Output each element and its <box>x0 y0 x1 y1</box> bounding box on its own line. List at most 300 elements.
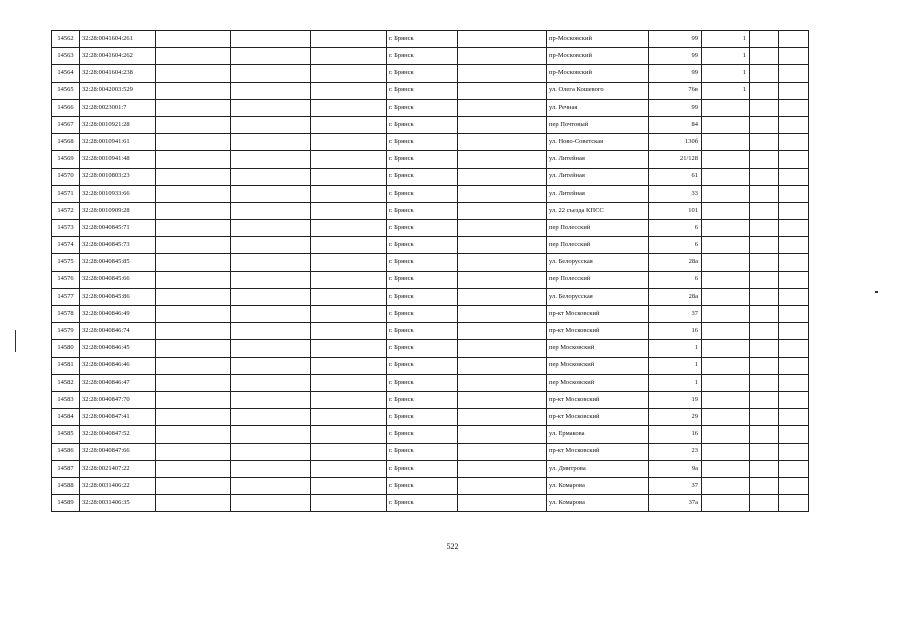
cell-empty <box>231 82 311 99</box>
cell-empty <box>311 48 387 65</box>
cell-empty <box>750 99 779 116</box>
cell-empty <box>458 477 547 494</box>
cell-empty <box>311 82 387 99</box>
cell-count <box>702 220 750 237</box>
cell-city: г. Брянск <box>387 409 458 426</box>
cell-empty <box>779 477 809 494</box>
cell-empty <box>779 151 809 168</box>
cell-empty <box>458 237 547 254</box>
cell-empty <box>458 116 547 133</box>
cell-cadastral-number: 32:28:0010941:61 <box>80 134 156 151</box>
cell-city: г. Брянск <box>387 443 458 460</box>
cell-city: г. Брянск <box>387 237 458 254</box>
cell-count <box>702 340 750 357</box>
cell-cadastral-number: 32:28:0040845:85 <box>80 254 156 271</box>
cell-house-number: 21/128 <box>649 151 702 168</box>
cell-empty <box>311 151 387 168</box>
cell-house-number: 1 <box>649 340 702 357</box>
cell-row-number: 14575 <box>52 254 80 271</box>
cell-house-number: 1 <box>649 374 702 391</box>
cell-empty <box>156 202 231 219</box>
cell-empty <box>231 443 311 460</box>
cell-empty <box>156 185 231 202</box>
cell-city: г. Брянск <box>387 340 458 357</box>
table-row <box>52 168 809 185</box>
cell-empty <box>311 323 387 340</box>
table-row <box>52 48 809 65</box>
cell-empty <box>231 237 311 254</box>
cell-empty <box>779 254 809 271</box>
cell-street: пр-Московский <box>547 48 649 65</box>
cell-empty <box>156 306 231 323</box>
cell-count <box>702 237 750 254</box>
cell-empty <box>231 116 311 133</box>
cell-empty <box>311 495 387 512</box>
table-row <box>52 495 809 512</box>
cell-house-number: 37а <box>649 495 702 512</box>
cell-city: г. Брянск <box>387 426 458 443</box>
cell-cadastral-number: 32:28:0041604:261 <box>80 31 156 48</box>
cell-street: пр-кт Московский <box>547 323 649 340</box>
table-row <box>52 254 809 271</box>
cell-empty <box>156 460 231 477</box>
cell-count <box>702 271 750 288</box>
cell-count <box>702 99 750 116</box>
cell-empty <box>311 443 387 460</box>
cell-street: пер Московский <box>547 374 649 391</box>
cell-empty <box>311 391 387 408</box>
cell-street: ул. Ермакова <box>547 426 649 443</box>
cell-empty <box>750 65 779 82</box>
cell-empty <box>156 48 231 65</box>
cell-empty <box>779 48 809 65</box>
cell-empty <box>750 323 779 340</box>
cell-city: г. Брянск <box>387 220 458 237</box>
cell-street: пр-кт Московский <box>547 409 649 426</box>
cell-empty <box>311 65 387 82</box>
cell-empty <box>458 82 547 99</box>
cell-empty <box>779 185 809 202</box>
cell-empty <box>779 116 809 133</box>
cell-empty <box>311 409 387 426</box>
cell-cadastral-number: 32:28:0010803:23 <box>80 168 156 185</box>
cell-house-number: 23 <box>649 443 702 460</box>
cell-city: г. Брянск <box>387 288 458 305</box>
cell-empty <box>779 357 809 374</box>
cell-cadastral-number: 32:28:0040847:41 <box>80 409 156 426</box>
table-row <box>52 31 809 48</box>
cell-cadastral-number: 32:28:0010921:28 <box>80 116 156 133</box>
table-row <box>52 116 809 133</box>
cell-row-number: 14587 <box>52 460 80 477</box>
cell-empty <box>156 357 231 374</box>
cell-cadastral-number: 32:28:0031406:22 <box>80 477 156 494</box>
table-row <box>52 288 809 305</box>
cell-empty <box>156 151 231 168</box>
cell-empty <box>750 168 779 185</box>
cell-house-number: 16 <box>649 323 702 340</box>
cell-empty <box>156 65 231 82</box>
cell-cadastral-number: 32:28:0010909:28 <box>80 202 156 219</box>
cell-empty <box>156 237 231 254</box>
cell-empty <box>779 426 809 443</box>
cell-row-number: 14586 <box>52 443 80 460</box>
cell-row-number: 14562 <box>52 31 80 48</box>
cell-empty <box>750 357 779 374</box>
table-row <box>52 306 809 323</box>
cell-row-number: 14568 <box>52 134 80 151</box>
cell-empty <box>231 495 311 512</box>
cell-empty <box>156 374 231 391</box>
cell-empty <box>231 185 311 202</box>
cell-cadastral-number: 32:28:0040845:66 <box>80 271 156 288</box>
cell-empty <box>311 237 387 254</box>
cell-street: ул. Комарова <box>547 477 649 494</box>
cell-empty <box>458 48 547 65</box>
cell-empty <box>458 202 547 219</box>
cell-empty <box>458 426 547 443</box>
cell-cadastral-number: 32:28:0040847:66 <box>80 443 156 460</box>
cell-count <box>702 134 750 151</box>
cell-row-number: 14565 <box>52 82 80 99</box>
cell-empty <box>311 220 387 237</box>
cell-house-number: 101 <box>649 202 702 219</box>
cell-empty <box>750 460 779 477</box>
registry-table <box>51 30 809 512</box>
cell-empty <box>156 31 231 48</box>
table-row <box>52 237 809 254</box>
cell-house-number: 1 <box>649 357 702 374</box>
cell-street: ул. Литейная <box>547 168 649 185</box>
cell-city: г. Брянск <box>387 357 458 374</box>
cell-empty <box>311 134 387 151</box>
cell-row-number: 14580 <box>52 340 80 357</box>
cell-city: г. Брянск <box>387 323 458 340</box>
cell-empty <box>750 134 779 151</box>
cell-row-number: 14579 <box>52 323 80 340</box>
cell-empty <box>458 391 547 408</box>
cell-empty <box>231 168 311 185</box>
cell-city: г. Брянск <box>387 31 458 48</box>
cell-house-number: 37 <box>649 477 702 494</box>
cell-empty <box>156 340 231 357</box>
cell-empty <box>750 426 779 443</box>
cell-empty <box>231 151 311 168</box>
table-row <box>52 82 809 99</box>
cell-street: пр-кт Московский <box>547 391 649 408</box>
cell-empty <box>231 254 311 271</box>
cell-empty <box>231 426 311 443</box>
cell-empty <box>311 116 387 133</box>
cell-empty <box>311 426 387 443</box>
cell-city: г. Брянск <box>387 134 458 151</box>
cell-empty <box>156 271 231 288</box>
cell-empty <box>458 288 547 305</box>
cell-cadastral-number: 32:28:0040846:74 <box>80 323 156 340</box>
cell-cadastral-number: 32:28:0040845:71 <box>80 220 156 237</box>
cell-empty <box>231 323 311 340</box>
cell-empty <box>750 409 779 426</box>
cell-city: г. Брянск <box>387 65 458 82</box>
cell-house-number: 99 <box>649 99 702 116</box>
cell-empty <box>231 99 311 116</box>
cell-empty <box>779 374 809 391</box>
cell-empty <box>156 99 231 116</box>
cell-empty <box>779 443 809 460</box>
cell-street: ул. Литейная <box>547 151 649 168</box>
cell-empty <box>458 495 547 512</box>
cell-house-number: 99 <box>649 48 702 65</box>
cell-empty <box>311 340 387 357</box>
cell-row-number: 14573 <box>52 220 80 237</box>
cell-count <box>702 460 750 477</box>
cell-empty <box>458 323 547 340</box>
cell-empty <box>458 340 547 357</box>
cell-empty <box>231 477 311 494</box>
cell-city: г. Брянск <box>387 460 458 477</box>
cell-street: пр-кт Московский <box>547 306 649 323</box>
page-number: 522 <box>446 542 459 551</box>
cell-empty <box>750 340 779 357</box>
cell-count: 1 <box>702 31 750 48</box>
cell-empty <box>156 254 231 271</box>
table-row <box>52 323 809 340</box>
cell-cadastral-number: 32:28:0040845:73 <box>80 237 156 254</box>
cell-street: ул. Ново-Советская <box>547 134 649 151</box>
cell-empty <box>311 374 387 391</box>
cell-empty <box>156 495 231 512</box>
cell-empty <box>779 65 809 82</box>
cell-empty <box>750 31 779 48</box>
cell-empty <box>231 340 311 357</box>
cell-empty <box>311 288 387 305</box>
cell-empty <box>458 168 547 185</box>
cell-empty <box>750 374 779 391</box>
cell-street: ул. Белорусская <box>547 254 649 271</box>
cell-city: г. Брянск <box>387 151 458 168</box>
cell-cadastral-number: 32:28:0040846:47 <box>80 374 156 391</box>
cell-count <box>702 495 750 512</box>
cell-empty <box>779 31 809 48</box>
cell-empty <box>458 460 547 477</box>
cell-empty <box>156 116 231 133</box>
cell-city: г. Брянск <box>387 168 458 185</box>
cell-cadastral-number: 32:28:0041604:238 <box>80 65 156 82</box>
cell-empty <box>779 202 809 219</box>
cell-street: пер Полесский <box>547 220 649 237</box>
cell-row-number: 14572 <box>52 202 80 219</box>
cell-row-number: 14588 <box>52 477 80 494</box>
cell-row-number: 14570 <box>52 168 80 185</box>
cell-street: пр-кт Московский <box>547 443 649 460</box>
cell-cadastral-number: 32:28:0040847:52 <box>80 426 156 443</box>
cell-empty <box>750 306 779 323</box>
cell-empty <box>231 65 311 82</box>
cell-city: г. Брянск <box>387 99 458 116</box>
cell-count <box>702 151 750 168</box>
cell-house-number: 29 <box>649 409 702 426</box>
table-row <box>52 426 809 443</box>
cell-empty <box>750 202 779 219</box>
cell-row-number: 14584 <box>52 409 80 426</box>
cell-house-number: 84 <box>649 116 702 133</box>
cell-row-number: 14585 <box>52 426 80 443</box>
table-row <box>52 185 809 202</box>
cell-city: г. Брянск <box>387 116 458 133</box>
cell-row-number: 14574 <box>52 237 80 254</box>
cell-row-number: 14583 <box>52 391 80 408</box>
cell-row-number: 14569 <box>52 151 80 168</box>
cell-empty <box>779 323 809 340</box>
cell-empty <box>231 202 311 219</box>
table-row <box>52 409 809 426</box>
cell-empty <box>779 495 809 512</box>
cell-cadastral-number: 32:28:0031406:35 <box>80 495 156 512</box>
table-row <box>52 134 809 151</box>
cell-count <box>702 374 750 391</box>
cell-empty <box>156 409 231 426</box>
cell-city: г. Брянск <box>387 374 458 391</box>
table-row <box>52 271 809 288</box>
cell-count <box>702 168 750 185</box>
cell-empty <box>311 185 387 202</box>
table-row <box>52 391 809 408</box>
cell-empty <box>311 31 387 48</box>
cell-row-number: 14581 <box>52 357 80 374</box>
cell-row-number: 14567 <box>52 116 80 133</box>
cell-empty <box>311 477 387 494</box>
cell-street: ул. Белорусская <box>547 288 649 305</box>
cell-empty <box>458 306 547 323</box>
cell-house-number: 6 <box>649 220 702 237</box>
cell-empty <box>458 409 547 426</box>
cell-house-number: 6 <box>649 237 702 254</box>
table-row <box>52 151 809 168</box>
cell-empty <box>779 460 809 477</box>
cell-city: г. Брянск <box>387 82 458 99</box>
cell-cadastral-number: 32:28:0040845:86 <box>80 288 156 305</box>
cell-empty <box>311 306 387 323</box>
cell-house-number: 99 <box>649 31 702 48</box>
cell-count <box>702 254 750 271</box>
cell-row-number: 14577 <box>52 288 80 305</box>
cell-empty <box>750 237 779 254</box>
cell-house-number: 76в <box>649 82 702 99</box>
cell-empty <box>458 99 547 116</box>
table-row <box>52 374 809 391</box>
cell-count <box>702 323 750 340</box>
cell-empty <box>779 134 809 151</box>
cell-empty <box>779 391 809 408</box>
cell-empty <box>311 271 387 288</box>
cell-count <box>702 477 750 494</box>
cell-empty <box>779 288 809 305</box>
cell-empty <box>779 237 809 254</box>
cell-house-number: 28а <box>649 254 702 271</box>
cell-empty <box>156 443 231 460</box>
cell-empty <box>458 185 547 202</box>
cell-empty <box>231 271 311 288</box>
cell-cadastral-number: 32:28:0040846:46 <box>80 357 156 374</box>
cell-empty <box>311 202 387 219</box>
cell-empty <box>156 288 231 305</box>
cell-empty <box>231 220 311 237</box>
cell-row-number: 14582 <box>52 374 80 391</box>
cell-city: г. Брянск <box>387 495 458 512</box>
cell-empty <box>779 409 809 426</box>
cell-row-number: 14578 <box>52 306 80 323</box>
cell-street: пр-Московский <box>547 31 649 48</box>
cell-empty <box>311 99 387 116</box>
cell-empty <box>458 31 547 48</box>
cell-empty <box>750 116 779 133</box>
cell-empty <box>750 477 779 494</box>
cell-empty <box>458 443 547 460</box>
cell-empty <box>750 254 779 271</box>
table-row <box>52 477 809 494</box>
cell-city: г. Брянск <box>387 306 458 323</box>
cell-cadastral-number: 32:28:0021407:22 <box>80 460 156 477</box>
cell-empty <box>750 495 779 512</box>
cell-empty <box>750 220 779 237</box>
cell-empty <box>231 306 311 323</box>
scan-mark-right <box>875 291 878 293</box>
cell-empty <box>779 271 809 288</box>
cell-empty <box>458 357 547 374</box>
scan-mark-left <box>15 330 16 352</box>
cell-count <box>702 443 750 460</box>
cell-city: г. Брянск <box>387 477 458 494</box>
cell-empty <box>779 82 809 99</box>
cell-empty <box>750 271 779 288</box>
cell-empty <box>156 220 231 237</box>
cell-street: пер Московский <box>547 340 649 357</box>
cell-house-number: 28а <box>649 288 702 305</box>
cell-cadastral-number: 32:28:0010941:48 <box>80 151 156 168</box>
cell-empty <box>750 443 779 460</box>
cell-empty <box>156 391 231 408</box>
cell-street: пер Московский <box>547 357 649 374</box>
cell-street: ул. Дмитрова <box>547 460 649 477</box>
cell-city: г. Брянск <box>387 185 458 202</box>
cell-empty <box>231 460 311 477</box>
cell-house-number: 99 <box>649 65 702 82</box>
table-row <box>52 357 809 374</box>
cell-empty <box>156 168 231 185</box>
cell-city: г. Брянск <box>387 254 458 271</box>
table-row <box>52 65 809 82</box>
cell-empty <box>779 306 809 323</box>
cell-empty <box>750 48 779 65</box>
cell-empty <box>231 134 311 151</box>
cell-empty <box>750 288 779 305</box>
cell-empty <box>231 357 311 374</box>
cell-count <box>702 288 750 305</box>
cell-house-number: 33 <box>649 185 702 202</box>
cell-empty <box>231 409 311 426</box>
cell-empty <box>156 477 231 494</box>
cell-house-number: 61 <box>649 168 702 185</box>
cell-count <box>702 116 750 133</box>
cell-empty <box>156 82 231 99</box>
cell-empty <box>750 185 779 202</box>
cell-empty <box>458 271 547 288</box>
cell-house-number: 6 <box>649 271 702 288</box>
table-row <box>52 460 809 477</box>
cell-house-number: 16 <box>649 426 702 443</box>
cell-house-number: 130б <box>649 134 702 151</box>
cell-empty <box>750 151 779 168</box>
